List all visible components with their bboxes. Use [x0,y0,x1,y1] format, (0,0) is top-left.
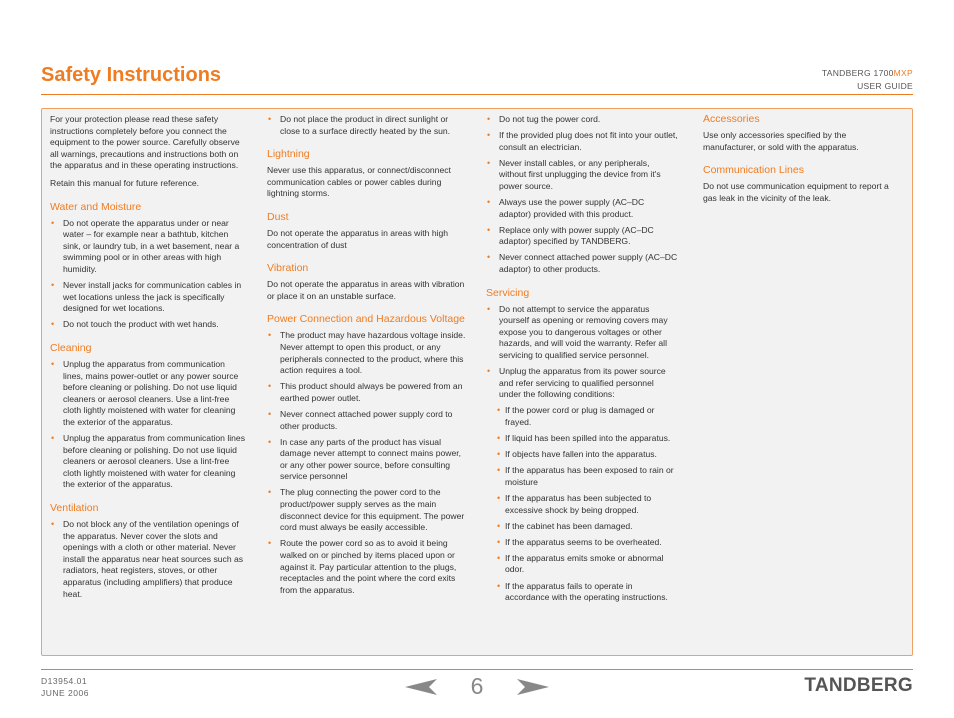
section-heading-water: Water and Moisture [50,200,142,213]
list-item: • Unplug the apparatus from communication lines, mains power-outlet or any power source before cleaning or polishing. Do not use liquid cleaners or aerosol cleaners. Use a lint-free cloth lightly moistened with water for cleaning the exterior of the apparatus. [50,359,246,429]
section-heading-lightning: Lightning [267,148,310,161]
section-heading-communication: Communication Lines [703,164,804,177]
column-3 [486,114,678,608]
list-item: • If the apparatus emits smoke or abnormal odor. [496,553,678,576]
list-item: • Unplug the apparatus from communication lines before cleaning or polishing. Do not use liquid cleaners or aerosol cleaners. Use a lint-free cloth lightly moistened with water for cleaning the exterior of the apparatus. [50,433,246,491]
product-accent: MXP [893,68,913,78]
section-heading-vibration: Vibration [267,262,309,275]
list-item: • If the apparatus fails to operate in accordance with the operating instructions. [496,581,678,604]
accessories-text: Use only accessories specified by the manufacturer, or sold with the apparatus. [703,130,859,152]
dust-text: Do not operate the apparatus in areas with high concentration of dust [267,227,449,250]
list-item: • Do not operate the apparatus under or near water – for example near a bathtub, kitchen sink, or laundry tub, in a wet basement, near a swimming pool or in other areas with high humidity. [50,218,246,276]
cleaning-list [50,359,246,491]
retain-paragraph: Retain this manual for future reference. [50,177,200,188]
column-1 [50,114,246,605]
section-heading-ventilation: Ventilation [50,501,99,514]
list-item: • If the apparatus seems to be overheated. [496,537,678,549]
next-page-arrow-icon[interactable] [517,679,549,695]
product-prefix: TANDBERG 1700 [821,68,894,78]
servicing-list [486,304,678,401]
document-date: JUNE 2006 [41,688,89,698]
section-heading-accessories: Accessories [703,113,760,125]
section-heading-power: Power Connection and Hazardous Voltage [267,313,465,326]
list-item: • If the apparatus has been subjected to excessive shock by being dropped. [496,493,678,516]
intro-paragraph: For your protection please read these safety instructions completely before you connect the equipment to the power source. Carefully observe all warnings, precautions and instructions both on the apparatus and in these operating instructions. [50,114,240,171]
servicing-conditions-list [486,405,678,603]
content-panel [41,108,913,656]
document-number: D13954.01 [41,676,88,686]
list-item: • Never connect attached power supply (AC–DC adaptor) to other products. [486,252,678,275]
product-label [822,67,913,93]
list-item: • In case any parts of the product has visual damage never attempt to connect mains power, or any other power source, before consulting service personnel [267,437,467,483]
column-2 [267,114,467,601]
list-item: • This product should always be powered from an earthed power outlet. [267,381,467,404]
ventilation-list [50,519,246,600]
product-name [822,67,913,80]
list-item: • Do not attempt to service the apparatus yourself as opening or removing covers may expose you to dangerous voltages or other hazards, and will void the warranty. Refer all servicing to qualified service personnel. [486,304,678,362]
previous-page-arrow-icon[interactable] [405,679,437,695]
communication-text: Do not use communication equipment to report a gas leak in the vicinity of the leak. [703,181,889,203]
guide-label: USER GUIDE [857,81,913,91]
section-heading-cleaning: Cleaning [50,341,92,354]
list-item: • If the apparatus has been exposed to rain or moisture [496,465,678,488]
list-item: • Always use the power supply (AC–DC adaptor) provided with this product. [486,197,678,220]
list-item: • Unplug the apparatus from its power source and refer servicing to qualified personnel under the following conditions: [486,366,678,401]
section-heading-servicing: Servicing [486,286,530,299]
footer-divider [41,669,913,670]
list-item: • Do not place the product in direct sunlight or close to a surface directly heated by the sun. [267,114,467,137]
list-item: • If objects have fallen into the apparatus. [496,449,678,461]
page-number: 6 [470,673,484,699]
column-4 [703,114,895,210]
document-info [41,675,89,699]
list-item: • Never connect attached power supply cord to other products. [267,409,467,432]
list-item: • If liquid has been spilled into the apparatus. [496,433,678,445]
list-item: • If the provided plug does not fit into your outlet, consult an electrician. [486,130,678,153]
header-divider [41,94,913,95]
list-item: • Never install jacks for communication cables in wet locations unless the jack is specifically designed for wet locations. [50,280,246,315]
power-cord-list [486,114,678,276]
vibration-text: Do not operate the apparatus in areas with vibration or place it on an unstable surface. [267,279,465,301]
lightning-text: Never use this apparatus, or connect/disconnect communication cables or power cables during lightning storms. [267,165,451,199]
section-heading-dust: Dust [267,210,289,223]
list-item: • Never install cables, or any peripherals, without first unplugging the device from it's power source. [486,158,678,193]
list-item: • Replace only with power supply (AC–DC adaptor) specified by TANDBERG. [486,225,678,248]
page-title: Safety Instructions [41,64,222,86]
list-item: • If the power cord or plug is damaged or frayed. [496,405,678,428]
list-item: • Do not tug the power cord. [486,114,678,126]
list-item: • Do not touch the product with wet hands. [50,319,246,331]
list-item: • Route the power cord so as to avoid it being walked on or pinched by items placed upon or against it. Pay particular attention to the plugs, receptacles and the point where the cord exits from the apparatus. [267,538,467,596]
list-item: • The product may have hazardous voltage inside. Never attempt to open this product, or any peripherals connected to the product, where this action requires a tool. [267,330,467,376]
tandberg-logo: TANDBERG [804,675,913,696]
list-item: • The plug connecting the power cord to the product/power supply serves as the main disconnect device for this equipment. The power cord must always be easily accessible. [267,487,467,533]
water-list [50,218,246,331]
power-list [267,330,467,596]
list-item: • If the cabinet has been damaged. [496,521,678,533]
list-item: • Do not block any of the ventilation openings of the apparatus. Never cover the slots and openings with a cloth or other material. Never install the apparatus near heat sources such as radiators, heat registers, stoves, or other apparatus (including amplifiers) that produce heat. [50,519,246,600]
sunlight-list [267,114,467,137]
